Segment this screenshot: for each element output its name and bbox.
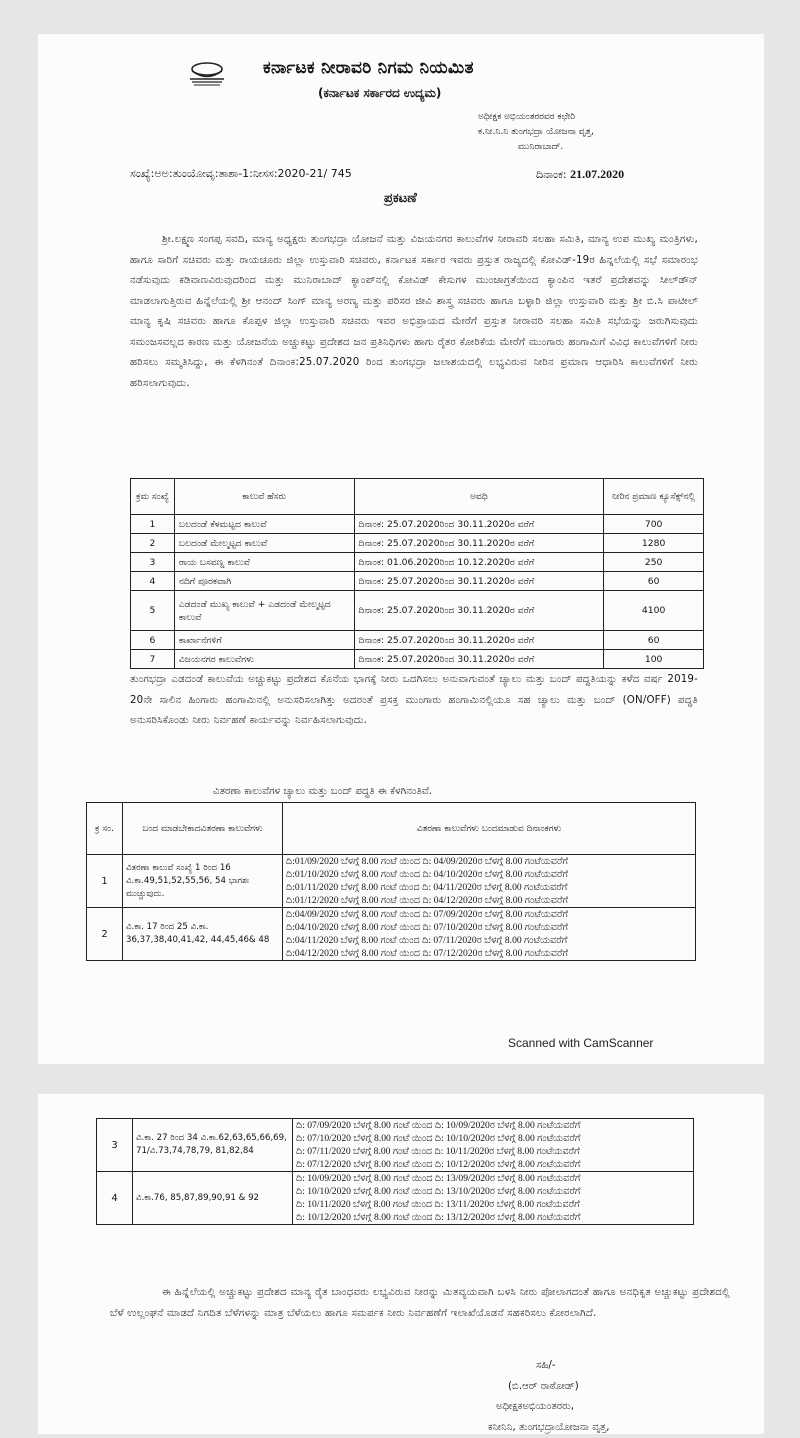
on-off-schedule-table-continued xyxy=(96,1118,694,1225)
closure-slot: ದಿ:01/11/2020 ಬೆಳಗ್ಗೆ 8.00 ಗಂಟೆ ಯಿಂದ ದಿ: 04/11/2020ರ ಬೆಳಗ್ಗೆ 8.00 ಗಂಟೆಯವರೆಗೆ xyxy=(286,881,692,894)
body-paragraph-3: ಈ ಹಿನ್ನೆಲೆಯಲ್ಲಿ ಅಚ್ಚುಕಟ್ಟು ಪ್ರದೇಶದ ಮಾನ್ಯ ರೈತ ಬಾಂಧವರು ಲಭ್ಯವಿರುವ ನೀರನ್ನು ಮಿತವ್ಯಯವಾಗಿ ಬಳಸಿ ನೀರು ಪೋಲಾಗದಂತೆ ಹಾಗೂ ಅನಧಿಕೃತ ಅಚ್ಚುಕಟ್ಟು ಪ್ರದೇಶದಲ್ಲಿ ಬೆಳೆ ಉಲ್ಲಂಘನೆ ಮಾಡದೆ ನಿಗದಿತ ಬೆಳೆಗಳನ್ನು ಮಾತ್ರ ಬೆಳೆಯಲು ಹಾಗೂ ಸಮರ್ಪಕ ನೀರು ನಿರ್ವಹಣೆಗೆ ಇಲಾಖೆಯೊಡನೆ ಸಹಕರಿಸಲು ಕೋರಲಾಗಿದೆ. xyxy=(110,1282,730,1324)
table-row xyxy=(131,515,704,534)
closure-slot: ದಿ: 10/09/2020 ಬೆಳಗ್ಗೆ 8.00 ಗಂಟೆ ಯಿಂದ ದಿ: 13/09/2020ರ ಬೆಳಗ್ಗೆ 8.00 ಗಂಟೆಯವರೆಗೆ xyxy=(296,1172,690,1185)
cell-period: ದಿನಾಂಕ: 25.07.2020ರಿಂದ 30.11.2020ರ ವರೆಗೆ xyxy=(354,631,604,650)
table-row xyxy=(131,534,704,553)
closure-slot: ದಿ:04/12/2020 ಬೆಳಗ್ಗೆ 8.00 ಗಂಟೆ ಯಿಂದ ದಿ: 07/12/2020ರ ಬೆಳಗ್ಗೆ 8.00 ಗಂಟೆಯವರೆಗೆ xyxy=(286,947,692,960)
canal-water-release-table xyxy=(130,478,704,669)
cell-canal-name: ರಾಯ ಬಸವಣ್ಣ ಕಾಲುವೆ xyxy=(174,553,354,572)
cell-cusecs: 4100 xyxy=(604,591,704,631)
cell-canal-name: ಬಲದಂಡೆ ಕೆಳಮಟ್ಟದ ಕಾಲುವೆ xyxy=(174,515,354,534)
office-line: ಮುನಿರಾಬಾದ್. xyxy=(478,140,594,155)
cell-serial: 2 xyxy=(87,908,123,961)
closure-slot: ದಿ: 07/11/2020 ಬೆಳಗ್ಗೆ 8.00 ಗಂಟೆ ಯಿಂದ ದಿ: 10/11/2020ರ ಬೆಳಗ್ಗೆ 8.00 ಗಂಟೆಯವರೆಗೆ xyxy=(296,1145,690,1158)
closure-slot: ದಿ: 10/11/2020 ಬೆಳಗ್ಗೆ 8.00 ಗಂಟೆ ಯಿಂದ ದಿ: 13/11/2020ರ ಬೆಳಗ್ಗೆ 8.00 ಗಂಟೆಯವರೆಗೆ xyxy=(296,1198,690,1211)
date-label: ದಿನಾಂಕ: xyxy=(536,168,567,181)
corporation-logo xyxy=(186,60,228,88)
closure-slot: ದಿ:01/10/2020 ಬೆಳಗ್ಗೆ 8.00 ಗಂಟೆ ಯಿಂದ ದಿ: 04/10/2020ರ ಬೆಳಗ್ಗೆ 8.00 ಗಂಟೆಯವರೆಗೆ xyxy=(286,868,692,881)
cell-canal-name: ಎಡದಂಡೆ ಮುಖ್ಯ ಕಾಲುವೆ + ಎಡದಂಡೆ ಮೇಲ್ಮಟ್ಟದ ಕಾಲುವೆ xyxy=(174,591,354,631)
table-row xyxy=(131,650,704,669)
document-page-1 xyxy=(38,34,764,1064)
closure-slot: ದಿ: 10/10/2020 ಬೆಳಗ್ಗೆ 8.00 ಗಂಟೆ ಯಿಂದ ದಿ: 13/10/2020ರ ಬೆಳಗ್ಗೆ 8.00 ಗಂಟೆಯವರೆಗೆ xyxy=(296,1185,690,1198)
closure-slot: ದಿ:04/09/2020 ಬೆಳಗ್ಗೆ 8.00 ಗಂಟೆ ಯಿಂದ ದಿ: 07/09/2020ರ ಬೆಳಗ್ಗೆ 8.00 ಗಂಟೆಯವರೆಗೆ xyxy=(286,908,692,921)
closure-slot: ದಿ:01/09/2020 ಬೆಳಗ್ಗೆ 8.00 ಗಂಟೆ ಯಿಂದ ದಿ: 04/09/2020ರ ಬೆಳಗ್ಗೆ 8.00 ಗಂಟೆಯವರೆಗೆ xyxy=(286,855,692,868)
cell-cusecs: 1280 xyxy=(604,534,704,553)
organization-subtitle: (ಕರ್ನಾಟಕ ಸರ್ಕಾರದ ಉದ್ಯಮ) xyxy=(318,86,441,101)
table-row xyxy=(87,908,696,961)
table-row xyxy=(97,1172,694,1225)
col-header-period: ಅವಧಿ xyxy=(354,479,604,515)
closure-slot: ದಿ:01/12/2020 ಬೆಳಗ್ಗೆ 8.00 ಗಂಟೆ ಯಿಂದ ದಿ: 04/12/2020ರ ಬೆಳಗ್ಗೆ 8.00 ಗಂಟೆಯವರೆಗೆ xyxy=(286,894,692,907)
cell-serial: 3 xyxy=(131,553,175,572)
closure-slot: ದಿ:04/11/2020 ಬೆಳಗ್ಗೆ 8.00 ಗಂಟೆ ಯಿಂದ ದಿ: 07/11/2020ರ ಬೆಳಗ್ಗೆ 8.00 ಗಂಟೆಯವರೆಗೆ xyxy=(286,934,692,947)
table-header-row xyxy=(87,803,696,855)
cell-serial: 3 xyxy=(97,1119,133,1172)
cell-cusecs: 100 xyxy=(604,650,704,669)
table-row xyxy=(131,553,704,572)
cell-period: ದಿನಾಂಕ: 25.07.2020ರಿಂದ 30.11.2020ರ ವರೆಗೆ xyxy=(354,515,604,534)
scanner-watermark: Scanned with CamScanner xyxy=(508,1036,653,1050)
cell-serial: 6 xyxy=(131,631,175,650)
on-off-schedule-table xyxy=(86,802,696,961)
notice-title: ಪ್ರಕಟಣೆ xyxy=(384,191,417,206)
cell-canal-name: ನದಿಗೆ ಪೂರಕವಾಗಿ xyxy=(174,572,354,591)
signature-line: (ಬಿ.ಆರ್ ರಾಠೋಡ್) xyxy=(488,1377,609,1398)
table-row xyxy=(131,631,704,650)
col-header-dates: ವಿತರಣಾ ಕಾಲುವೆಗಳು ಬಂದಮಾಡುವ ದಿನಾಂಕಗಳು xyxy=(283,803,696,855)
cell-canal-name: ಕಾರ್ಖಾನೆಗಳಿಗೆ xyxy=(174,631,354,650)
signature-line: ಸಹಿ/- xyxy=(488,1356,609,1377)
cell-date-slots xyxy=(293,1119,694,1172)
cell-cusecs: 700 xyxy=(604,515,704,534)
cell-cusecs: 60 xyxy=(604,631,704,650)
reference-date xyxy=(536,167,624,182)
closure-slot: ದಿ: 10/12/2020 ಬೆಳಗ್ಗೆ 8.00 ಗಂಟೆ ಯಿಂದ ದಿ: 13/12/2020ರ ಬೆಳಗ್ಗೆ 8.00 ಗಂಟೆಯವರೆಗೆ xyxy=(296,1211,690,1224)
office-address xyxy=(478,110,594,155)
cell-serial: 2 xyxy=(131,534,175,553)
col-header-cusecs: ನೀರಿನ ಪ್ರಮಾಣ ಕ್ಯೂಸೆಕ್ಸ್‌ನಲ್ಲಿ xyxy=(604,479,704,515)
cell-serial: 1 xyxy=(131,515,175,534)
signature-block xyxy=(488,1356,609,1438)
closure-slot: ದಿ: 07/09/2020 ಬೆಳಗ್ಗೆ 8.00 ಗಂಟೆ ಯಿಂದ ದಿ: 10/09/2020ರ ಬೆಳಗ್ಗೆ 8.00 ಗಂಟೆಯವರೆಗೆ xyxy=(296,1119,690,1132)
cell-date-slots xyxy=(283,908,696,961)
reference-number: ಸಂಖ್ಯೆ:ಅಅ:ತುಂಯೋವೃ:ತಾಶಾ-1:ನೀಸಸ:2020-21/ 745 xyxy=(130,167,352,181)
document-page-2 xyxy=(38,1094,764,1434)
signature-line: ಕನೀನಿನಿ, ತುಂಗಭದ್ರಾಯೋಜನಾ ವೃತ್ತ, xyxy=(488,1418,609,1438)
table-row xyxy=(131,591,704,631)
organization-title: ಕರ್ನಾಟಕ ನೀರಾವರಿ ನಿಗಮ ನಿಯಮಿತ xyxy=(263,58,474,78)
col-header-serial: ಕ್ರ ಸಂ. xyxy=(87,803,123,855)
cell-cusecs: 250 xyxy=(604,553,704,572)
cell-period: ದಿನಾಂಕ: 25.07.2020ರಿಂದ 30.11.2020ರ ವರೆಗೆ xyxy=(354,534,604,553)
cell-period: ದಿನಾಂಕ: 01.06.2020ರಿಂದ 10.12.2020ರ ವರೆಗೆ xyxy=(354,553,604,572)
closure-slot: ದಿ: 07/12/2020 ಬೆಳಗ್ಗೆ 8.00 ಗಂಟೆ ಯಿಂದ ದಿ: 10/12/2020ರ ಬೆಳಗ್ಗೆ 8.00 ಗಂಟೆಯವರೆಗೆ xyxy=(296,1158,690,1171)
table-row xyxy=(87,855,696,908)
body-paragraph-2: ತುಂಗಭದ್ರಾ ಎಡದಂಡೆ ಕಾಲುವೆಯ ಅಚ್ಚುಕಟ್ಟು ಪ್ರದೇಶದ ಕೊನೆಯ ಭಾಗಕ್ಕೆ ನೀರು ಒದಗಿಸಲು ಅನುವಾಗುವಂತೆ ಚ್ಯಾಲು ಮತ್ತು ಬಂದ್ ಪದ್ಧತಿಯನ್ನು ಕಳೆದ ವರ್ಷ 2019-20ನೇ ಸಾಲಿನ ಹಿಂಗಾರು ಹಂಗಾಮಿನಲ್ಲಿ ಅನುಸರಿಸಲಾಗಿತ್ತು ಅದರಂತೆ ಪ್ರಸಕ್ತ ಮುಂಗಾರು ಹಂಗಾಮಿನಲ್ಲಿಯೂ ಸಹ ಚ್ಯಾಲು ಮತ್ತು ಬಂದ್ (ON/OFF) ಪದ್ಧತಿ ಅನುಸರಿಸಿಕೊಂಡು ನೀರು ನಿರ್ವಹಣೆ ಕಾರ್ಯವನ್ನು ನಿರ್ವಹಿಸಲಾಗುವುದು. xyxy=(130,670,698,732)
signature-line: ಅಧೀಕ್ಷಕಅಭಿಯಂತರರು, xyxy=(488,1397,609,1418)
table-row xyxy=(131,572,704,591)
cell-serial: 4 xyxy=(97,1172,133,1225)
cell-period: ದಿನಾಂಕ: 25.07.2020ರಿಂದ 30.11.2020ರ ವರೆಗೆ xyxy=(354,572,604,591)
cell-canals: ವಿ.ಕಾ.76, 85,87,89,90,91 & 92 xyxy=(133,1172,293,1225)
schedule-caption: ವಿತರಣಾ ಕಾಲುವೆಗಳ ಚ್ಯಾಲು ಮತ್ತು ಬಂದ್ ಪದ್ಧತಿ ಈ ಕೆಳಗಿನಂತಿವೆ. xyxy=(213,786,432,798)
col-header-canals: ಬಂದ ಮಾಡಬೇಕಾದವಿತರಣಾ ಕಾಲುವೆಗಳು xyxy=(123,803,283,855)
col-header-canal: ಕಾಲುವೆ ಹೆಸರು xyxy=(174,479,354,515)
cell-serial: 5 xyxy=(131,591,175,631)
cell-canals: ವಿ.ಕಾ. 27 ರಿಂದ 34 ವಿ.ಕಾ.62,63,65,66,69, 71/ವಿ.73,74,78,79, 81,82,84 xyxy=(133,1119,293,1172)
col-header-serial: ಕ್ರಮ ಸಂಖ್ಯೆ xyxy=(131,479,175,515)
table-header-row xyxy=(131,479,704,515)
cell-cusecs: 60 xyxy=(604,572,704,591)
cell-serial: 1 xyxy=(87,855,123,908)
office-line: ಅಧೀಕ್ಷಕ ಅಭಿಯಂತರರವರ ಕಛೇರಿ xyxy=(478,110,594,125)
office-line: ಕ.ನೀ.ನಿ.ನಿ ತುಂಗಭದ್ರಾ ಯೋಜನಾ ವೃತ್ತ, xyxy=(478,125,594,140)
cell-canal-name: ಬಲದಂಡೆ ಮೇಲ್ಮಟ್ಟದ ಕಾಲುವೆ xyxy=(174,534,354,553)
cell-period: ದಿನಾಂಕ: 25.07.2020ರಿಂದ 30.11.2020ರ ವರೆಗೆ xyxy=(354,591,604,631)
cell-date-slots xyxy=(283,855,696,908)
table-row xyxy=(97,1119,694,1172)
closure-slot: ದಿ: 07/10/2020 ಬೆಳಗ್ಗೆ 8.00 ಗಂಟೆ ಯಿಂದ ದಿ: 10/10/2020ರ ಬೆಳಗ್ಗೆ 8.00 ಗಂಟೆಯವರೆಗೆ xyxy=(296,1132,690,1145)
cell-canals: ವಿತರಣಾ ಕಾಲುವೆ ಸಂಖ್ಯೆ 1 ರಿಂದ 16 ವಿ.ಕಾ.49,51,52,55,56, 54 ಭಾಗಶಃ ಮುಚ್ಚುವುದು. xyxy=(123,855,283,908)
body-paragraph-1: ಶ್ರೀ.ಲಕ್ಷ್ಮಣ ಸಂಗಪ್ಪ ಸವದಿ, ಮಾನ್ಯ ಅಧ್ಯಕ್ಷರು ತುಂಗಭದ್ರಾ ಯೋಜನೆ ಮತ್ತು ವಿಜಯನಗರ ಕಾಲುವೆಗಳ ನೀರಾವರಿ ಸಲಹಾ ಸಮಿತಿ, ಮಾನ್ಯ ಉಪ ಮುಖ್ಯ ಮಂತ್ರಿಗಳು, ಹಾಗೂ ಸಾರಿಗೆ ಸಚಿವರು ಮತ್ತು ರಾಯಚೂರು ಜಿಲ್ಲಾ ಉಸ್ತುವಾರಿ ಸಚಿವರು, ಕರ್ನಾಟಕ ಸರ್ಕಾರ ಇವರು ಪ್ರಸ್ತುತ ರಾಜ್ಯದಲ್ಲಿ ಕೋವಿಡ್-19ರ ಹಿನ್ನಲೆಯಲ್ಲಿ ಸಭೆ ಸಮಾರಂಭ ನಡೆಸುವುದು ಕಡಿವಾಣವಿರುವುದರಿಂದ ಮತ್ತು ಮುನಿರಾಬಾದ್ ಕ್ಯಾಂಪ್‌ನಲ್ಲಿ ಕೋವಿಡ್ ಕೇಸುಗಳ ಮುಂಜಾಗ್ರತೆಯಿಂದ ಕ್ಯಾಂಪಿನ ಇತರೆ ಪ್ರದೇಶವನ್ನು ಸೀಲ್‌ಡೌನ್ ಮಾಡಲಾಗುತ್ತಿರುವ ಹಿನ್ನೆಲೆಯಲ್ಲಿ ಶ್ರೀ ಆನಂದ್ ಸಿಂಗ್ ಮಾನ್ಯ ಅರಣ್ಯ ಮತ್ತು ಪರಿಸರ ಜೀವಿ ಶಾಸ್ತ್ರ ಸಚಿವರು ಹಾಗೂ ಬಳ್ಳಾರಿ ಜಿಲ್ಲಾ ಉಸ್ತುವಾರಿ ಮತ್ತು ಶ್ರೀ ಬಿ.ಸಿ ಪಾಟೀಲ್ ಮಾನ್ಯ ಕೃಷಿ ಸಚಿವರು ಹಾಗೂ ಕೊಪ್ಪಳ ಜಿಲ್ಲಾ ಉಸ್ತುವಾರಿ ಸಚಿವರು ಇವರ ಅಭಿಪ್ರಾಯದ ಮೇರೆಗೆ ಪ್ರಸ್ತುತ ನೀರಾವರಿ ಸಲಹಾ ಸಮಿತಿ ಸಭೆಯನ್ನು ಜರುಗಿಸುವುದು ಸಮಂಜಸವಲ್ಲದ ಕಾರಣ ಮತ್ತು ಯೋಜನೆಯ ಅಚ್ಚುಕಟ್ಟು ಪ್ರದೇಶದ ಜನ ಪ್ರತಿನಿಧಿಗಳು ಹಾಗು ರೈತರ ಕೋರಿಕೆಯ ಮೇರೆಗೆ ಮುಂಗಾರು ಹಂಗಾಮಿಗೆ ವಿವಿಧ ಕಾಲುವೆಗಳಿಗೆ ನೀರು ಹರಿಸಲು ಸಮ್ಮತಿಸಿದ್ದು, ಈ ಕೆಳಗಿನಂತೆ ದಿನಾಂಕ:25.07.2020 ರಿಂದ ತುಂಗಭದ್ರಾ ಜಲಾಶಯದಲ್ಲಿ ಲಭ್ಯವಿರುವ ನೀರಿನ ಪ್ರಮಾಣ ಆಧಾರಿಸಿ ಕಾಲುವೆಗಳಿಗೆ ನೀರು ಹರಿಸಲಾಗುವುದು. xyxy=(130,230,698,394)
cell-serial: 7 xyxy=(131,650,175,669)
cell-period: ದಿನಾಂಕ: 25.07.2020ರಿಂದ 30.11.2020ರ ವರೆಗೆ xyxy=(354,650,604,669)
cell-canal-name: ವಿಜಯನಗರ ಕಾಲುವೆಗಳು xyxy=(174,650,354,669)
cell-canals: ವಿ.ಕಾ. 17 ರಿಂದ 25 ವಿ.ಕಾ. 36,37,38,40,41,42, 44,45,46& 48 xyxy=(123,908,283,961)
cell-date-slots xyxy=(293,1172,694,1225)
cell-serial: 4 xyxy=(131,572,175,591)
closure-slot: ದಿ:04/10/2020 ಬೆಳಗ್ಗೆ 8.00 ಗಂಟೆ ಯಿಂದ ದಿ: 07/10/2020ರ ಬೆಳಗ್ಗೆ 8.00 ಗಂಟೆಯವರೆಗೆ xyxy=(286,921,692,934)
date-value: 21.07.2020 xyxy=(570,167,624,181)
